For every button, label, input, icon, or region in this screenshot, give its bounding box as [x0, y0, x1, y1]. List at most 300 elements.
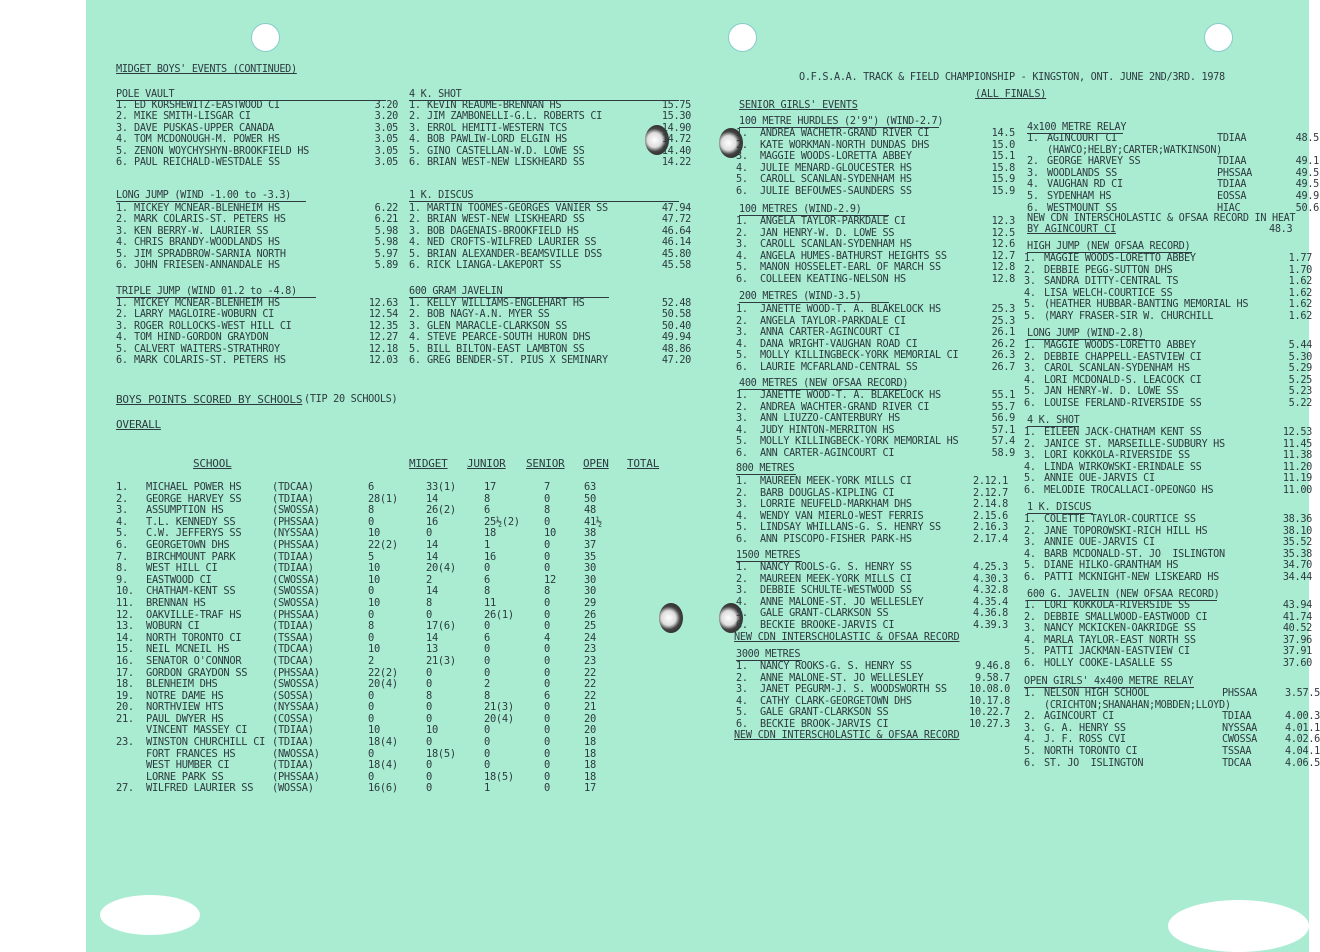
record-note: NEW CDN INTERSCHOLASTIC & OFSAA RECORD	[734, 632, 960, 643]
cell-j: 0	[426, 712, 432, 725]
event-title: HIGH JUMP (NEW OFSAA RECORD)	[1027, 241, 1191, 252]
cell-val: 2.16.3	[972, 522, 1008, 534]
cell-n: 5.	[1024, 560, 1036, 572]
cell-m: 10	[368, 562, 380, 575]
binder-hole	[251, 23, 280, 52]
cell-s: 0	[484, 759, 490, 772]
cell-s: 0	[484, 654, 490, 667]
cell-school: NEIL MCNEIL HS	[146, 643, 230, 656]
result-row	[736, 476, 1008, 488]
cell-name: (HEATHER HUBBAR-BANTING MEMORIAL HS	[1044, 299, 1249, 311]
cell-n: 17.	[116, 666, 134, 679]
cell-n: 4.	[116, 237, 128, 249]
result-row	[736, 327, 1015, 339]
cell-school: BIRCHMOUNT PARK	[146, 550, 236, 563]
cell-assoc: (SWOSSA)	[272, 585, 320, 598]
cell-name: STEVE PEARCE-SOUTH HURON DHS	[427, 332, 591, 344]
cell-o: 0	[544, 643, 550, 656]
cell-n: 5.	[116, 527, 128, 540]
result-row	[736, 448, 1015, 460]
cell-o: 0	[544, 654, 550, 667]
cell-school: NOTRE DAME HS	[146, 689, 224, 702]
result-row	[409, 260, 691, 271]
cell-t: 21	[584, 701, 596, 714]
cell-n: 1.	[736, 304, 748, 315]
cell-s: 21(3)	[484, 701, 514, 714]
cell-n: 14.	[116, 631, 134, 644]
cell-val: 3.05	[374, 156, 398, 168]
cell-val: 1.62	[1288, 276, 1312, 288]
cell-s: 18	[484, 527, 496, 540]
cell-n: 3.	[409, 122, 421, 134]
cell-assoc: (TDIAA)	[272, 550, 314, 563]
cell-m: 22(2)	[368, 538, 398, 551]
cell-n: 1.	[116, 298, 128, 309]
cell-t: 18	[584, 747, 596, 760]
cell-j: 8	[426, 596, 432, 609]
cell-n: 6.	[736, 361, 748, 373]
cell-val: 38.36	[1282, 514, 1312, 525]
result-row	[116, 598, 624, 610]
cell-val: 4.32.8	[972, 585, 1008, 597]
result-row	[736, 511, 1008, 523]
cell-n: 4.	[409, 332, 421, 344]
cell-s: 0	[484, 620, 490, 633]
cell-val: 5.23	[1288, 386, 1312, 398]
cell-n: 2.	[409, 309, 421, 321]
cell-name: GLEN MARACLE-CLARKSON SS	[427, 320, 568, 332]
cell-n: 6.	[116, 538, 128, 551]
cell-n: 2.	[736, 401, 748, 413]
cell-s: 8	[484, 492, 490, 505]
result-row	[736, 390, 1015, 402]
cell-assoc: (TDIAA)	[272, 759, 314, 772]
cell-n: 1.	[736, 128, 748, 139]
cell-assoc: PHSSAA	[1222, 688, 1258, 699]
cell-name: MARLA TAYLOR-EAST NORTH SS	[1044, 634, 1196, 646]
cell-assoc: (TDIAA)	[272, 736, 314, 749]
cell-name: MAGGIE WOODS-LORETTA ABBEY	[760, 151, 912, 163]
cell-val: 12.6	[991, 239, 1015, 251]
result-row	[409, 309, 691, 320]
cell-m: 0	[368, 515, 374, 528]
points-title: BOYS POINTS SCORED BY SCHOOLS	[116, 393, 303, 406]
cell-name: COLETTE TAYLOR-COURTICE SS	[1044, 514, 1196, 525]
cell-n	[1027, 145, 1047, 157]
cell-val: 41.74	[1282, 611, 1312, 623]
cell-n: 2.	[116, 111, 128, 123]
cell-n: 3.	[736, 413, 748, 425]
cell-val: 4.00.3	[1284, 711, 1320, 723]
result-row	[116, 656, 624, 668]
cell-n: 4.	[736, 510, 748, 522]
event-title: 200 METRES (WIND-3.5)	[739, 291, 862, 302]
event-title: 100 METRE HURDLES (2'9") (WIND-2.7)	[739, 116, 944, 127]
cell-val: 37.91	[1282, 646, 1312, 658]
cell-n: 5.	[1027, 190, 1039, 202]
cell-name: ANNIE OUE-JARVIS CI	[1044, 473, 1155, 485]
cell-name: LISA WELCH-COURTICE SS	[1044, 287, 1173, 299]
cell-n: 6.	[1024, 484, 1036, 496]
cell-n: 5.	[116, 145, 128, 157]
result-row	[736, 316, 1015, 328]
cell-m: 8	[368, 504, 374, 517]
cell-o: 0	[544, 747, 550, 760]
cell-val: 2.14.8	[972, 499, 1008, 511]
cell-s: 2	[484, 678, 490, 691]
cell-assoc: (SOSSA)	[272, 689, 314, 702]
cell-name: NANCY ROOLS-G. S. HENRY SS	[760, 562, 912, 573]
cell-school: GEORGETOWN DHS	[146, 538, 230, 551]
cell-n: 6.	[409, 354, 421, 366]
result-row	[409, 237, 691, 248]
result-row	[736, 661, 1010, 673]
cell-m: 20(4)	[368, 678, 398, 691]
cell-val: 45.58	[661, 259, 691, 271]
result-row	[736, 350, 1015, 362]
cell-t: 23	[584, 654, 596, 667]
cell-n: 4.	[1024, 287, 1036, 299]
cell-j: 21(3)	[426, 654, 456, 667]
cell-n: 6.	[116, 156, 128, 168]
record-note: BY AGINCOURT CI	[1027, 224, 1117, 235]
result-row	[736, 304, 1015, 316]
relay-results	[1027, 133, 1319, 214]
cell-m: 10	[368, 527, 380, 540]
cell-n: 6.	[1024, 657, 1036, 669]
cell-j: 14	[426, 538, 438, 551]
cell-name: JULIE BEFOUWES-SAUNDERS SS	[760, 185, 912, 197]
cell-assoc: (NYSSAA)	[272, 527, 320, 540]
cell-t: 41½	[584, 515, 602, 528]
paper-tear	[100, 895, 200, 935]
cell-name: LAURIE MCFARLAND-CENTRAL SS	[760, 361, 918, 373]
section-heading: MIDGET BOYS' EVENTS (CONTINUED)	[116, 64, 297, 75]
results-list	[736, 304, 1015, 374]
cell-val: 4.35.4	[972, 596, 1008, 608]
cell-name: GALE GRANT-CLARKSON SS	[760, 707, 889, 719]
cell-n: 5.	[1024, 646, 1036, 658]
cell-n: 1.	[736, 216, 748, 227]
record-note: NEW CDN INTERSCHOLASTIC & OFSAA RECORD IN HEAT	[1027, 213, 1296, 224]
cell-name: MANON HOSSELET-EARL OF MARCH SS	[760, 262, 941, 274]
result-row	[736, 585, 1008, 597]
cell-o: 0	[544, 666, 550, 679]
cell-val: 57.4	[991, 436, 1015, 448]
cell-o: 0	[544, 724, 550, 737]
cell-val: 10.27.3	[969, 718, 1010, 730]
cell-j: 16	[426, 515, 438, 528]
cell-t: 25	[584, 620, 596, 633]
cell-s: 20(4)	[484, 712, 514, 725]
cell-school: LORNE PARK SS	[146, 770, 224, 783]
cell-val: 1.70	[1288, 264, 1312, 276]
result-row	[116, 157, 398, 168]
cell-t: 35	[584, 550, 596, 563]
cell-n	[116, 760, 146, 772]
cell-n: 27.	[116, 782, 134, 795]
cell-o: 0	[544, 701, 550, 714]
result-row	[1024, 526, 1312, 538]
cell-assoc: (NWOSSA)	[272, 747, 320, 760]
cell-s: 16	[484, 550, 496, 563]
cell-t: 29	[584, 596, 596, 609]
cell-val: 4.02.6	[1284, 734, 1320, 746]
cell-t: 37	[584, 538, 596, 551]
cell-t: 26	[584, 608, 596, 621]
cell-val: 1.77	[1288, 253, 1312, 264]
cell-m: 16(6)	[368, 782, 398, 795]
cell-name: KELLY WILLIAMS-ENGLEHART HS	[427, 298, 585, 309]
cell-s: 6	[484, 573, 490, 586]
cell-val: 3.57.5	[1284, 688, 1320, 699]
result-row	[116, 737, 624, 749]
result-row	[736, 534, 1008, 546]
cell-assoc: TDIAA	[1217, 179, 1247, 191]
result-row	[1024, 612, 1312, 624]
cell-val: 4.36.8	[972, 608, 1008, 620]
cell-name: CAROLL SCANLAN-SYDENHAM HS	[760, 239, 912, 251]
cell-name: JIM ZAMBONELLI-G.L. ROBERTS CI	[427, 111, 603, 123]
cell-name: ANGELA TAYLOR-PARKDALE CI	[760, 315, 906, 327]
result-row	[116, 332, 398, 343]
cell-name: JAN HENRY-W. D. LOWE SS	[1044, 386, 1179, 398]
cell-n: 3.	[1024, 450, 1036, 462]
cell-n: 3.	[409, 320, 421, 332]
cell-school: MICHAEL POWER HS	[146, 481, 242, 493]
cell-val: 26.7	[991, 361, 1015, 373]
cell-assoc: (SWOSSA)	[272, 596, 320, 609]
cell-t: 24	[584, 631, 596, 644]
result-row	[1024, 758, 1320, 770]
event-title: 1500 METRES	[736, 550, 801, 561]
cell-assoc: (TDIAA)	[272, 562, 314, 575]
result-row	[409, 203, 691, 214]
results-list	[116, 100, 398, 168]
cell-name: MOLLY KILLINGBECK-YORK MEMORIAL HS	[760, 436, 959, 448]
result-row	[1027, 179, 1319, 191]
punch-hole	[659, 603, 683, 633]
event-title: 4 K. SHOT	[409, 89, 462, 100]
cell-val: 4.01.1	[1284, 722, 1320, 734]
points-table	[116, 482, 624, 795]
result-row	[1024, 265, 1312, 277]
cell-assoc: TDIAA	[1222, 711, 1252, 723]
cell-s: 0	[484, 736, 490, 749]
cell-name: JANET PEGURM-J. S. WOODSWORTH SS	[760, 684, 947, 696]
cell-n: 3.	[736, 585, 748, 597]
cell-school: WILFRED LAURIER SS	[146, 782, 254, 795]
cell-name: LARRY MAGLOIRE-WOBURN CI	[134, 309, 275, 321]
result-row	[409, 123, 691, 134]
result-row	[116, 249, 398, 260]
cell-val: 4.30.3	[972, 573, 1008, 585]
cell-name: G. A. HENRY SS	[1044, 722, 1126, 734]
cell-val: 14.5	[991, 128, 1015, 139]
cell-m: 10	[368, 596, 380, 609]
result-row	[736, 574, 1008, 586]
results-list	[736, 476, 1008, 546]
cell-name: WESTMOUNT SS	[1047, 202, 1118, 214]
cell-m: 6	[368, 481, 374, 493]
cell-val: 14.90	[661, 122, 691, 134]
cell-n	[116, 749, 146, 761]
cell-m: 0	[368, 608, 374, 621]
result-row	[1024, 363, 1312, 375]
col-header-senior: SENIOR	[526, 457, 565, 470]
cell-name: MAGGIE WOODS-LORETTO ABBEY	[1044, 340, 1196, 351]
cell-name: ANNIE OUE-JARVIS CI	[1044, 537, 1155, 549]
cell-name: ANDREA WACHETR-GRAND RIVER CI	[760, 128, 930, 139]
result-row	[1024, 658, 1312, 670]
cell-j: 0	[426, 701, 432, 714]
cell-name: SYDENHAM HS	[1047, 190, 1112, 202]
cell-m: 10	[368, 643, 380, 656]
result-row	[736, 620, 1008, 632]
cell-n: 2.	[736, 139, 748, 151]
cell-assoc: PHSSAA	[1217, 167, 1253, 179]
result-row	[116, 344, 398, 355]
cell-assoc: CWOSSA	[1222, 734, 1258, 746]
result-row	[116, 260, 398, 271]
results-list	[116, 298, 398, 366]
cell-name: DEBBIE SMALLWOOD-EASTWOOD CI	[1044, 611, 1208, 623]
cell-val: 15.0	[991, 139, 1015, 151]
result-row	[1024, 560, 1312, 572]
cell-j: 0	[426, 770, 432, 783]
cell-assoc: EOSSA	[1217, 190, 1247, 202]
cell-val: 11.45	[1282, 438, 1312, 450]
cell-n: 6.	[736, 619, 748, 631]
cell-val: 6.21	[374, 214, 398, 226]
record-note: NEW CDN INTERSCHOLASTIC & OFSAA RECORD	[734, 730, 960, 741]
cell-j: 8	[426, 689, 432, 702]
cell-n: 2.	[1024, 525, 1036, 537]
results-list	[1024, 600, 1312, 670]
cell-name: DIANE HILKO-GRANTHAM HS	[1044, 560, 1179, 572]
cell-j: 0	[426, 608, 432, 621]
cell-t: 38	[584, 527, 596, 540]
cell-n: 2.	[116, 492, 128, 505]
cell-m: 0	[368, 712, 374, 725]
section-heading: SENIOR GIRLS' EVENTS	[739, 100, 858, 111]
cell-val: 47.94	[661, 203, 691, 214]
cell-n: 3.	[409, 225, 421, 237]
cell-school: WEST HILL CI	[146, 562, 218, 575]
cell-name: PAUL REICHALD-WESTDALE SS	[134, 156, 280, 168]
cell-assoc: HIAC	[1217, 202, 1241, 214]
cell-name: PATTI MCKNIGHT-NEW LISKEARD HS	[1044, 571, 1220, 583]
result-row	[409, 332, 691, 343]
cell-o: 7	[544, 481, 550, 493]
cell-n: 5.	[1024, 310, 1036, 322]
result-row	[1024, 276, 1312, 288]
cell-name: MELODIE TROCALLACI-OPEONGO HS	[1044, 484, 1214, 496]
cell-name: NANCY ROOKS-G. S. HENRY SS	[760, 661, 912, 672]
cell-n: 8.	[116, 562, 128, 575]
cell-val: 5.44	[1288, 340, 1312, 351]
binder-hole	[728, 23, 757, 52]
cell-n: 4.	[1024, 634, 1036, 646]
result-row	[1024, 646, 1312, 658]
cell-school: WEST HUMBER CI	[146, 759, 230, 772]
cell-j: 33(1)	[426, 481, 456, 493]
result-row	[1024, 734, 1320, 746]
results-list	[736, 128, 1015, 198]
cell-t: 18	[584, 770, 596, 783]
result-row	[736, 425, 1015, 437]
cell-val: 26.3	[991, 350, 1015, 362]
cell-assoc: (TDCAA)	[272, 481, 314, 493]
result-row	[1024, 635, 1312, 647]
result-row	[1024, 746, 1320, 758]
cell-name: JUDY HINTON-MERRITON HS	[760, 424, 895, 436]
cell-name: DEBBIE SCHULTE-WESTWOOD SS	[760, 585, 912, 597]
result-row	[736, 719, 1010, 731]
cell-val: 46.14	[661, 237, 691, 249]
cell-n: 1.	[1027, 133, 1039, 144]
result-row	[116, 679, 624, 691]
cell-n: 5.	[1024, 386, 1036, 398]
cell-n: 1.	[1024, 340, 1036, 351]
cell-n: 6.	[116, 354, 128, 366]
event-title: 3000 METRES	[736, 649, 801, 660]
cell-name: AGINCOURT CI	[1044, 711, 1115, 723]
results-list	[736, 390, 1015, 460]
cell-val: 5.30	[1288, 351, 1312, 363]
divider	[116, 201, 306, 202]
cell-school: C.W. JEFFERYS SS	[146, 527, 242, 540]
cell-val: 55.7	[991, 401, 1015, 413]
cell-name: JAN HENRY-W. D. LOWE SS	[760, 227, 895, 239]
result-row	[736, 522, 1008, 534]
cell-val: 58.9	[991, 447, 1015, 459]
result-row	[409, 249, 691, 260]
cell-val: 10.22.7	[969, 707, 1010, 719]
col-header-junior: JUNIOR	[467, 457, 506, 470]
cell-school: WOBURN CI	[146, 620, 200, 633]
result-row	[1024, 600, 1312, 612]
result-row	[1024, 549, 1312, 561]
cell-val: 25.3	[991, 315, 1015, 327]
cell-n: 4.	[1024, 374, 1036, 386]
cell-m: 18(4)	[368, 759, 398, 772]
cell-assoc: TDIAA	[1217, 156, 1247, 168]
cell-name: LORI MCDONALD-S. LEACOCK CI	[1044, 374, 1202, 386]
cell-name: MIKE SMITH-LISGAR CI	[134, 111, 251, 123]
result-row	[1027, 145, 1319, 157]
cell-n: 5.	[1024, 299, 1036, 311]
cell-j: 2	[426, 573, 432, 586]
cell-j: 13	[426, 643, 438, 656]
result-row	[736, 239, 1015, 251]
cell-o: 0	[544, 678, 550, 691]
results-list	[116, 203, 398, 271]
cell-val: 15.8	[991, 162, 1015, 174]
cell-val: 10.17.8	[969, 695, 1010, 707]
cell-n: 6.	[1027, 202, 1039, 214]
cell-s: 1	[484, 538, 490, 551]
cell-val	[1280, 700, 1320, 712]
cell-val: 3.20	[374, 111, 398, 123]
cell-o: 12	[544, 573, 556, 586]
cell-n: 2.	[1024, 438, 1036, 450]
record-value: 48.3	[1269, 224, 1293, 235]
result-row	[116, 203, 398, 214]
cell-val: 9.58.7	[974, 672, 1010, 684]
cell-val: 14.22	[661, 156, 691, 168]
result-row	[736, 339, 1015, 351]
